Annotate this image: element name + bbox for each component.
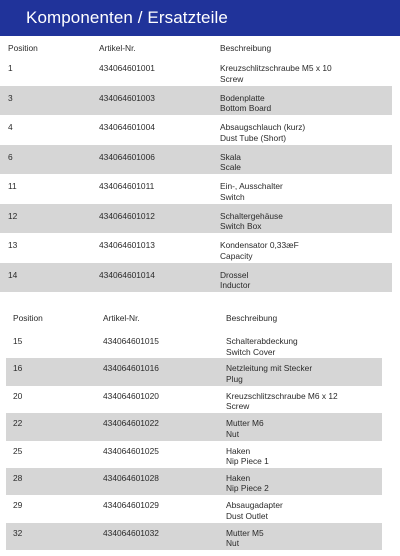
description-en: Nip Piece 2 (226, 483, 269, 494)
column-header-position: Position (13, 313, 43, 323)
description-en: Scale (220, 162, 241, 172)
description-de: Skala (220, 151, 241, 162)
table-header (0, 309, 400, 331)
row-description (226, 336, 298, 357)
row-position: 1 (8, 63, 13, 73)
column-header-description: Beschreibung (226, 313, 278, 323)
table-row (6, 386, 382, 413)
row-position: 16 (13, 363, 23, 374)
description-en: Dust Outlet (226, 510, 268, 521)
row-position: 28 (13, 472, 23, 483)
description-en: Bottom Board (220, 103, 272, 113)
description-en: Nut (226, 538, 240, 549)
table-row (0, 233, 392, 263)
row-description (226, 418, 264, 439)
row-description (226, 473, 269, 494)
description-en: Nip Piece 1 (226, 456, 269, 467)
table-row (0, 204, 392, 234)
page-header (0, 0, 400, 36)
table-row (6, 495, 382, 522)
row-description (220, 270, 250, 291)
parts-table-1 (0, 36, 400, 292)
row-position: 11 (8, 181, 17, 191)
description-en: Screw (226, 401, 250, 412)
column-header-article: Artikel-Nr. (99, 43, 136, 53)
column-header-description: Beschreibung (220, 43, 272, 53)
row-position: 14 (8, 269, 18, 280)
row-position: 4 (8, 122, 13, 132)
row-article-number: 434064601013 (99, 240, 155, 250)
table-row (0, 56, 392, 86)
table-row (6, 441, 382, 468)
row-article-number: 434064601016 (103, 363, 159, 374)
row-description (226, 446, 269, 467)
description-de: Haken (226, 445, 251, 456)
description-de: Absaugschlauch (kurz) (220, 122, 306, 132)
description-en: Nut (226, 428, 240, 439)
row-position: 13 (8, 240, 18, 250)
row-article-number: 434064601029 (103, 500, 159, 511)
table-row (0, 145, 392, 175)
row-description (220, 122, 305, 143)
description-en: Plug (226, 373, 243, 384)
row-article-number: 434064601012 (99, 210, 155, 221)
description-en: Switch Box (220, 221, 262, 231)
row-description (226, 500, 283, 521)
row-article-number: 434064601032 (103, 527, 159, 538)
row-article-number: 434064601028 (103, 472, 159, 483)
description-en: Screw (220, 73, 244, 84)
description-en: Capacity (220, 250, 253, 261)
page-title: Komponenten / Ersatzteile (26, 8, 228, 27)
row-description (220, 93, 271, 114)
description-de: Netzleitung mit Stecker (226, 363, 313, 374)
row-position: 29 (13, 500, 23, 511)
row-position: 15 (13, 336, 23, 346)
table-row (0, 86, 392, 116)
row-description (220, 63, 332, 84)
description-de: Mutter M6 (226, 418, 264, 429)
description-de: Absaugadapter (226, 500, 283, 511)
row-description (226, 528, 264, 549)
table-row (6, 468, 382, 495)
row-article-number: 434064601006 (99, 151, 155, 162)
row-article-number: 434064601015 (103, 336, 159, 346)
table-row (0, 263, 392, 293)
table-header (0, 36, 400, 56)
description-de: Kreuzschlitzschraube M5 x 10 (220, 63, 332, 73)
column-header-position: Position (8, 43, 38, 53)
row-position: 20 (13, 390, 23, 401)
description-de: Mutter M5 (226, 527, 264, 538)
row-position: 22 (13, 418, 23, 429)
table-row (6, 413, 382, 440)
description-de: Bodenplatte (220, 92, 265, 103)
row-article-number: 434064601025 (103, 445, 159, 456)
row-article-number: 434064601020 (103, 390, 159, 401)
description-de: Ein-, Ausschalter (220, 181, 283, 191)
description-en: Inductor (220, 280, 251, 290)
row-description (226, 391, 338, 412)
description-de: Schalterabdeckung (226, 336, 298, 346)
description-de: Kondensator 0,33æF (220, 240, 299, 250)
row-article-number: 434064601022 (103, 418, 159, 429)
row-description (226, 363, 312, 384)
row-description (220, 240, 299, 261)
column-header-article: Artikel-Nr. (103, 313, 140, 323)
description-de: Drossel (220, 269, 249, 280)
table-row (0, 115, 392, 145)
description-de: Schaltergehäuse (220, 210, 283, 221)
description-en: Switch Cover (226, 346, 276, 357)
row-description (220, 181, 283, 202)
parts-table-2 (0, 309, 400, 550)
description-en: Switch (220, 191, 245, 202)
description-en: Dust Tube (Short) (220, 132, 287, 143)
row-article-number: 434064601011 (99, 181, 155, 191)
row-article-number: 434064601003 (99, 92, 155, 103)
row-position: 6 (8, 151, 13, 162)
row-description (220, 152, 241, 173)
table-row (6, 523, 382, 550)
row-article-number: 434064601004 (99, 122, 155, 132)
row-position: 3 (8, 92, 13, 103)
row-position: 32 (13, 527, 23, 538)
description-de: Kreuzschlitzschraube M6 x 12 (226, 390, 338, 401)
description-de: Haken (226, 472, 251, 483)
row-description (220, 211, 283, 232)
table-row (6, 331, 382, 358)
table-row (6, 358, 382, 385)
table-row (0, 174, 392, 204)
row-article-number: 434064601014 (99, 269, 155, 280)
row-article-number: 434064601001 (99, 63, 155, 73)
row-position: 12 (8, 210, 18, 221)
row-position: 25 (13, 445, 23, 456)
